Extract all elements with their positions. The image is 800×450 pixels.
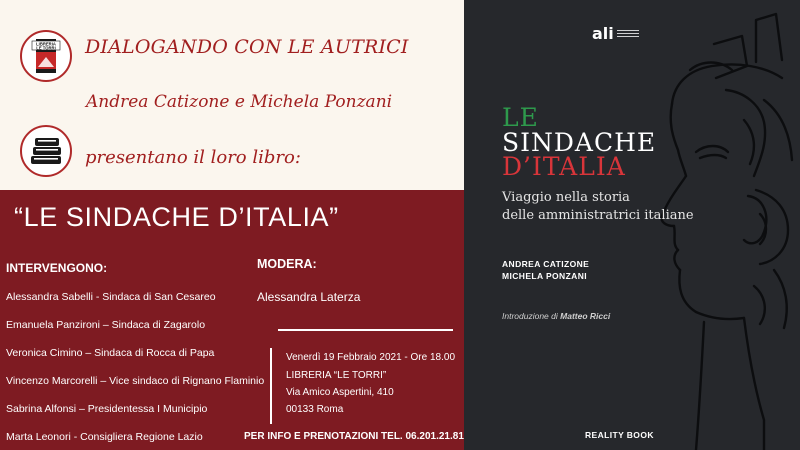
- interventions-label: INTERVENGONO:: [6, 261, 108, 275]
- cover-subtitle-line-1: Viaggio nella storia: [502, 190, 630, 205]
- cover-intro-name: Matteo Ricci: [560, 311, 611, 321]
- cover-title-italia: D’ITALIA: [502, 152, 626, 181]
- moderator-label: MODERA:: [257, 257, 317, 271]
- event-panel: [0, 190, 464, 450]
- bookstore-icon: [26, 36, 66, 76]
- cover-introduction: [502, 311, 610, 321]
- cover-author-2: MICHELA PONZANI: [502, 271, 588, 281]
- cover-author-1: ANDREA CATIZONE: [502, 259, 590, 269]
- header-title: DIALOGANDO CON LE AUTRICI: [85, 36, 409, 58]
- publisher-logo-lines: [617, 30, 639, 37]
- speaker-item: Marta Leonori - Consigliera Regione Lazio: [6, 431, 203, 443]
- books-icon: [20, 125, 72, 177]
- details-rule: [270, 348, 272, 424]
- publisher-logo-mark: ali: [592, 24, 614, 43]
- header-panel: [0, 0, 464, 190]
- logo-line-1: LIBRERIA: [36, 41, 56, 47]
- speaker-item: Veronica Cimino – Sindaca di Rocca di Papa: [6, 347, 215, 359]
- libreria-le-torri-logo: [20, 30, 72, 82]
- cover-title-sindache: SINDACHE: [502, 128, 657, 157]
- header-presenting: presentano il loro libro:: [85, 147, 301, 168]
- event-date: Venerdì 19 Febbraio 2021 - Ore 18.00: [286, 352, 456, 363]
- event-address: Via Amico Aspertini, 410: [286, 387, 394, 398]
- cover-title-le: LE: [502, 103, 539, 132]
- book-title: “LE SINDACHE D’ITALIA”: [14, 202, 339, 232]
- publisher-logo: [592, 24, 639, 43]
- logo-line-2: LE TORRI: [36, 45, 56, 51]
- header-authors: Andrea Catizone e Michela Ponzani: [86, 92, 393, 112]
- cover-intro-prefix: Introduzione di: [502, 311, 558, 321]
- statue-profile-illustration: [464, 0, 800, 450]
- book-cover: [464, 0, 800, 450]
- event-venue: LIBRERIA “LE TORRI”: [286, 370, 387, 381]
- speaker-item: Sabrina Alfonsi – Presidentessa I Municipio: [6, 403, 208, 415]
- event-city: 00133 Roma: [286, 404, 344, 415]
- cover-subtitle-line-2: delle amministratrici italiane: [502, 208, 694, 223]
- speaker-item: Emanuela Panzironi – Sindaca di Zagarolo: [6, 319, 206, 331]
- info-contact: PER INFO E PRENOTAZIONI TEL. 06.201.21.81: [244, 431, 464, 442]
- section-divider: [278, 329, 453, 331]
- speaker-item: Vincenzo Marcorelli – Vice sindaco di Rignano Flaminio: [6, 375, 265, 387]
- moderator-name: Alessandra Laterza: [257, 290, 361, 304]
- speaker-item: Alessandra Sabelli - Sindaca di San Cesareo: [6, 291, 216, 303]
- cover-publisher: REALITY BOOK: [585, 430, 654, 440]
